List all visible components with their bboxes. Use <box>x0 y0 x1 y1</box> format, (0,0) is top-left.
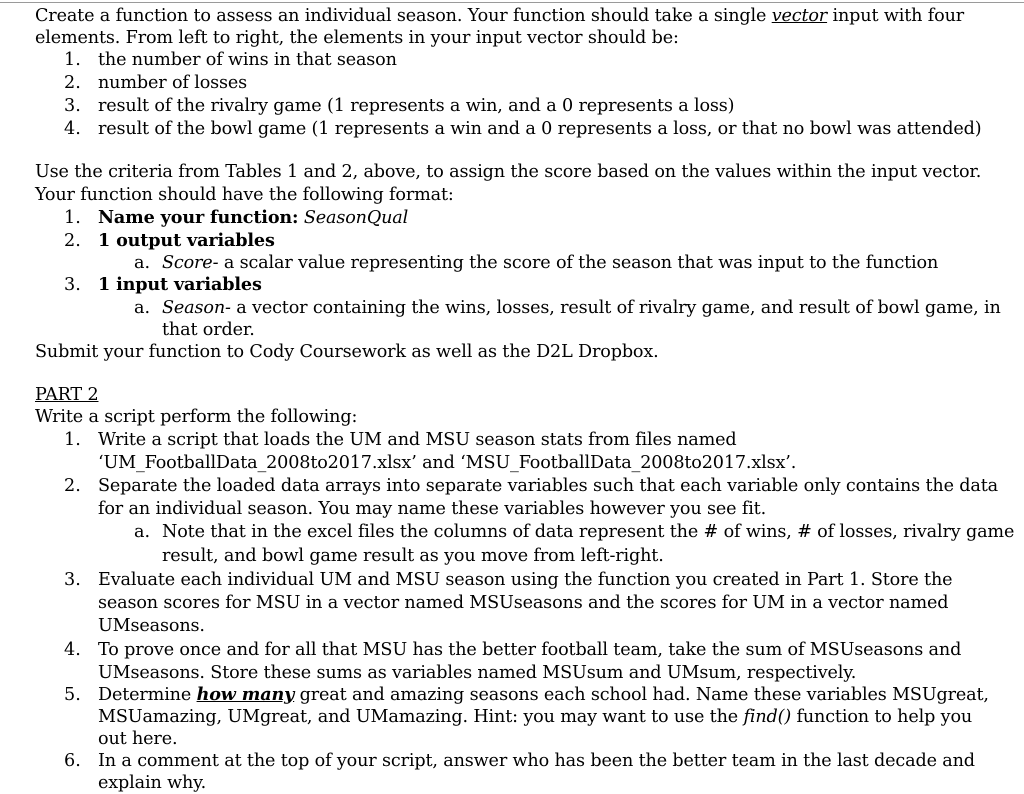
score-variable-name: Score- <box>162 253 219 273</box>
how-many-emphasis: how many <box>196 684 295 705</box>
element-3-text: result of the rivalry game (1 represents a win, and a 0 represents a loss) <box>98 96 735 116</box>
format-1-text <box>98 207 408 229</box>
format-3a-letter: a. <box>134 298 151 318</box>
format-3a-text-1 <box>162 297 1001 319</box>
element-3-number: 3. <box>64 96 81 116</box>
step-1-line-1: Write a script that loads the UM and MSU season stats from files named <box>98 430 737 450</box>
season-description: a vector containing the wins, losses, result of rivalry game, and result of bowl game, in <box>230 298 1001 318</box>
intro-text-a: Create a function to assess an individual season. Your function should take a single <box>35 6 772 26</box>
format-2-number: 2. <box>64 231 81 251</box>
step-2-line-1: Separate the loaded data arrays into separate variables such that each variable only contains the data <box>98 476 998 496</box>
score-description: a scalar value representing the score of the season that was input to the function <box>218 253 939 273</box>
element-1-number: 1. <box>64 50 81 70</box>
find-function-name: find() <box>743 707 792 727</box>
step-5-text-b: great and amazing seasons each school had. Name these variables MSUgreat, <box>294 685 989 705</box>
format-2a-letter: a. <box>134 253 151 273</box>
step-5-line-2 <box>98 706 972 728</box>
step-1-line-2: ‘UM_FootballData_2008to2017.xlsx’ and ‘MSU_FootballData_2008to2017.xlsx’. <box>98 453 797 473</box>
part2-intro: Write a script perform the following: <box>35 407 358 427</box>
step-1-number: 1. <box>64 430 81 450</box>
step-2a-line-1: Note that in the excel files the columns of data represent the # of wins, # of losses, rivalry game <box>162 522 1015 542</box>
step-6-line-2: explain why. <box>98 773 207 793</box>
submit-instruction: Submit your function to Cody Coursework as well as the D2L Dropbox. <box>35 342 659 362</box>
element-4-number: 4. <box>64 119 81 139</box>
step-3-line-3: UMseasons. <box>98 616 205 636</box>
intro-text-b: input with four <box>827 6 965 26</box>
step-3-line-1: Evaluate each individual UM and MSU season using the function you created in Part 1. Store the <box>98 570 953 590</box>
step-5-line-3: out here. <box>98 729 178 749</box>
format-1-number: 1. <box>64 208 81 228</box>
step-4-number: 4. <box>64 640 81 660</box>
step-2a-line-2: result, and bowl game result as you move from left-right. <box>162 546 664 566</box>
part2-heading: PART 2 <box>35 385 99 405</box>
format-3a-text-2: that order. <box>162 320 255 340</box>
step-5-hint-text: MSUamazing, UMgreat, and UMamazing. Hint: you may want to use the <box>98 707 744 727</box>
step-2a-letter: a. <box>134 522 151 542</box>
function-name-label: Name your function: <box>98 207 299 228</box>
step-4-line-2: UMseasons. Store these sums as variables named MSUsum and UMsum, respectively. <box>98 663 857 683</box>
intro-line-1 <box>35 5 964 27</box>
step-5-hint-end: function to help you <box>791 707 973 727</box>
criteria-line-1: Use the criteria from Tables 1 and 2, above, to assign the score based on the values within the input vector. <box>35 162 982 182</box>
step-5-number: 5. <box>64 685 81 705</box>
input-variables-label: 1 input variables <box>98 274 262 295</box>
function-name-value: SeasonQual <box>298 208 409 228</box>
criteria-line-2: Your function should have the following format: <box>35 185 454 205</box>
output-variables-label: 1 output variables <box>98 230 275 251</box>
element-4-text: result of the bowl game (1 represents a win and a 0 represents a loss, or that no bowl was attended) <box>98 119 982 139</box>
element-1-text: the number of wins in that season <box>98 50 397 70</box>
element-2-number: 2. <box>64 73 81 93</box>
intro-line-2: elements. From left to right, the elements in your input vector should be: <box>35 28 679 48</box>
step-5-line-1 <box>98 684 989 706</box>
step-2-number: 2. <box>64 476 81 496</box>
element-2-text: number of losses <box>98 73 248 93</box>
step-3-line-2: season scores for MSU in a vector named MSUseasons and the scores for UM in a vector named <box>98 593 949 613</box>
step-6-number: 6. <box>64 751 81 771</box>
step-5-text-a: Determine <box>98 685 197 705</box>
step-4-line-1: To prove once and for all that MSU has the better football team, take the sum of MSUseasons and <box>98 640 962 660</box>
vector-emphasis: vector <box>771 6 828 26</box>
step-3-number: 3. <box>64 570 81 590</box>
top-rule <box>0 2 1024 3</box>
format-3-number: 3. <box>64 275 81 295</box>
step-2-line-2: for an individual season. You may name these variables however you see fit. <box>98 499 767 519</box>
format-2a-text <box>162 252 938 274</box>
season-variable-name: Season- <box>162 298 231 318</box>
step-6-line-1: In a comment at the top of your script, answer who has been the better team in the last decade and <box>98 751 975 771</box>
